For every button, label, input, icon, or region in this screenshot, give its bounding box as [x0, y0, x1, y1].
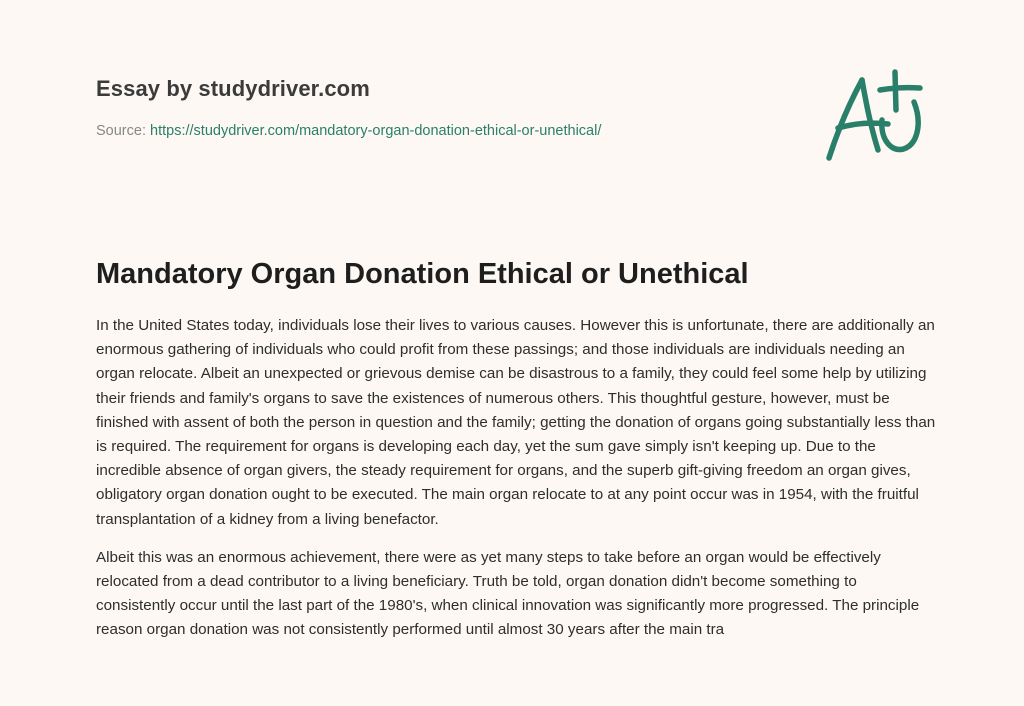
essay-paragraph: In the United States today, individuals lose their lives to various causes. However this is unfortunate, there are additionally an enormous gathering of individuals who could profit from these passings; and those individuals are individuals needing an organ relocate. Albeit an unexpected or grievous demise can be disastrous to a family, they could feel some help by utilizing their friends and family's organs to save the existences of numerous others. This thoughtful gesture, however, must be finished with assent of both the person in question and the family; getting the donation of organs going substantially less than is required. The requirement for organs is developing each day, yet the sum gave simply isn't keeping up. Due to the incredible absence of organ givers, the steady requirement for organs, and the superb gift-giving freedom an organ gives, obligatory organ donation ought to be executed. The main organ relocate to at any point occur was in 1954, with the fruitful transplantation of a kidney from a living benefactor.: [96, 317, 936, 528]
source-link[interactable]: https://studydriver.com/mandatory-organ-donation-ethical-or-unethical/: [150, 123, 602, 139]
source-line: [96, 121, 796, 141]
source-label: Source:: [96, 123, 146, 139]
header-block: [96, 74, 796, 141]
a-plus-logo-icon: [820, 66, 928, 166]
brand-title: Essay by studydriver.com: [96, 76, 370, 101]
essay-paragraph: Albeit this was an enormous achievement, there were as yet many steps to take before an organ would be effectively relocated from a dead contributor to a living beneficiary. Truth be told, organ donation didn't become something to consistently occur until the last part of the 1980's, when clinical innovation was significantly more progressed. The principle reason organ donation was not consistently performed until almost 30 years after the main tra: [96, 548, 920, 639]
essay-body: [96, 314, 936, 657]
essay-title: Mandatory Organ Donation Ethical or Unethical: [96, 258, 749, 290]
